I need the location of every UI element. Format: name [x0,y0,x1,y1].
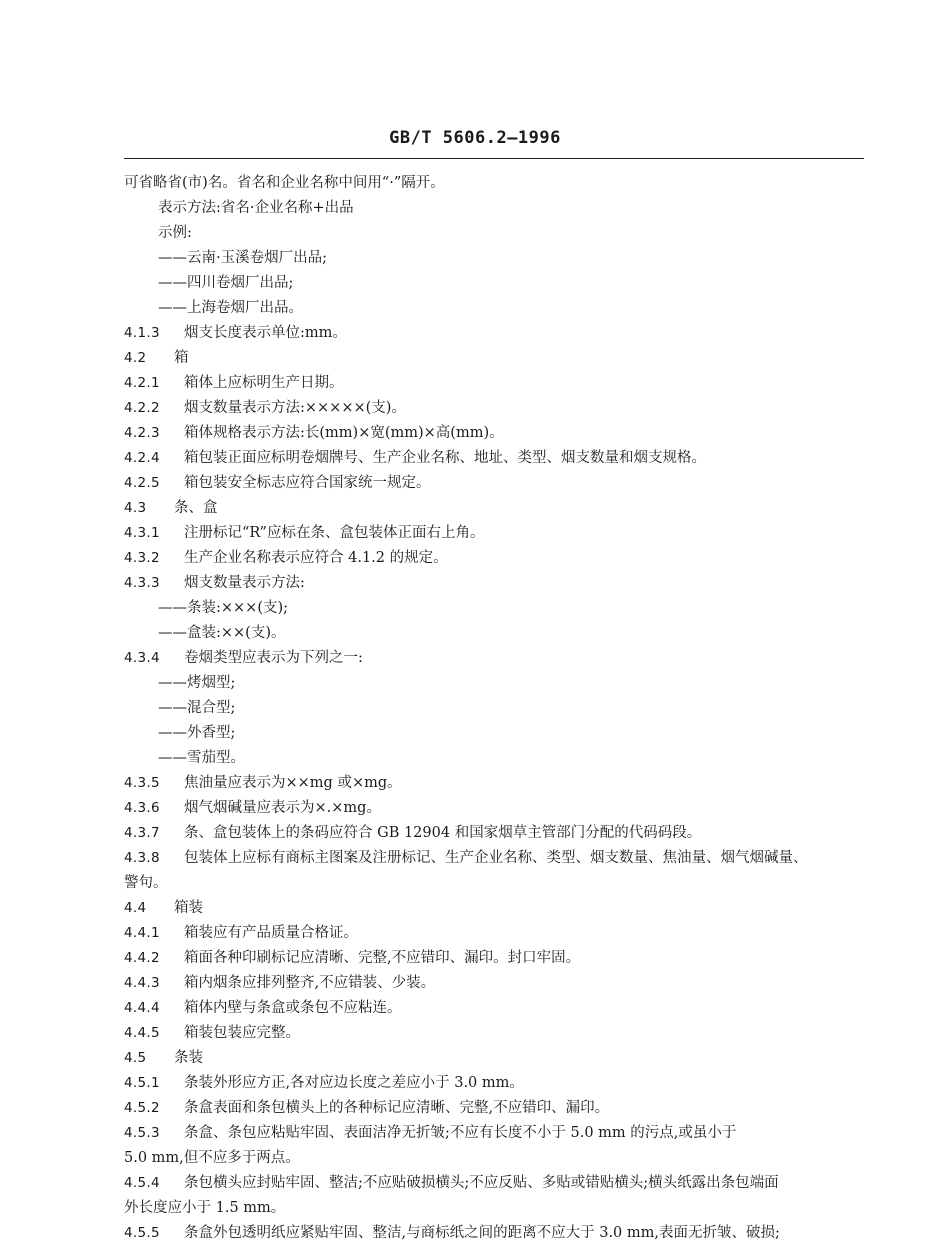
clause-text: 卷烟类型应表示为下列之一: [184,650,363,666]
clause-text: 箱包装正面应标明卷烟牌号、生产企业名称、地址、类型、烟支数量和烟支规格。 [184,450,706,466]
text-line [124,1096,864,1121]
clause-number: 4.5.4 [124,1175,160,1191]
clause-number: 4.3.6 [124,800,160,816]
clause-number: 4.5.3 [124,1125,160,1141]
clause-text: 烟支数量表示方法: [184,575,305,591]
text-line [124,946,864,971]
text-line [124,621,864,646]
clause-text: 箱装 [174,900,203,916]
text-line [124,571,864,596]
text-line [124,396,864,421]
clause-number: 4.4.5 [124,1025,160,1041]
clause-text: 箱面各种印刷标记应清晰、完整,不应错印、漏印。封口牢固。 [184,950,581,966]
clause-text: 条、盒 [174,500,218,516]
text-line [124,196,864,221]
clause-text: 条包横头应封贴牢固、整洁;不应贴破损横头;不应反贴、多贴或错贴横头;横头纸露出条包端面 [184,1175,779,1191]
page-header: GB/T 5606.2—1996 [389,128,561,148]
text-line [124,521,864,546]
text-line [124,1071,864,1096]
clause-text: ——外香型; [158,725,236,741]
clause-number: 4.3.2 [124,550,160,566]
text-line [124,971,864,996]
clause-number: 4.3.8 [124,850,160,866]
text-line [124,1196,864,1221]
clause-text: 5.0 mm,但不应多于两点。 [124,1150,300,1166]
text-line [124,1146,864,1171]
clause-number: 4.2.3 [124,425,160,441]
text-line [124,746,864,771]
clause-text: 条装 [174,1050,203,1066]
text-line [124,421,864,446]
clause-text: ——上海卷烟厂出品。 [158,300,303,316]
clause-text: 箱体内壁与条盒或条包不应粘连。 [184,1000,402,1016]
text-line [124,271,864,296]
text-line [124,646,864,671]
text-line [124,471,864,496]
clause-text: 外长度应小于 1.5 mm。 [124,1200,286,1216]
clause-number: 4.3.1 [124,525,160,541]
text-line [124,321,864,346]
text-line [124,846,864,871]
section-heading [124,496,864,521]
text-line [124,671,864,696]
clause-text: 条盒、条包应粘贴牢固、表面洁净无折皱;不应有长度不小于 5.0 mm 的污点,或虽小于 [184,1125,737,1141]
clause-text: 条盒外包透明纸应紧贴牢固、整洁,与商标纸之间的距离不应大于 3.0 mm,表面无折皱、破损; [184,1225,780,1241]
clause-number: 4.4.3 [124,975,160,991]
text-line [124,596,864,621]
clause-number: 4.5.1 [124,1075,160,1091]
clause-text: 表示方法:省名·企业名称+出品 [158,200,354,216]
clause-number: 4.4 [124,900,147,916]
clause-text: 箱体上应标明生产日期。 [184,375,344,391]
clause-number: 4.1.3 [124,325,160,341]
clause-text: ——云南·玉溪卷烟厂出品; [158,250,327,266]
text-line [124,996,864,1021]
clause-text: 包装体上应标有商标主图案及注册标记、生产企业名称、类型、烟支数量、焦油量、烟气烟碱量、 [184,850,808,866]
clause-text: 条盒表面和条包横头上的各种标记应清晰、完整,不应错印、漏印。 [184,1100,610,1116]
text-line [124,546,864,571]
section-heading [124,896,864,921]
clause-number: 4.4.2 [124,950,160,966]
text-line [124,871,864,896]
document-body [124,171,864,1246]
clause-number: 4.4.4 [124,1000,160,1016]
text-line [124,171,864,196]
text-line [124,221,864,246]
text-line [124,921,864,946]
clause-text: 条、盒包装体上的条码应符合 GB 12904 和国家烟草主管部门分配的代码码段。 [184,825,702,841]
text-line [124,1221,864,1246]
clause-text: 焦油量应表示为××mg 或×mg。 [184,775,402,791]
clause-text: 条装外形应方正,各对应边长度之差应小于 3.0 mm。 [184,1075,524,1091]
clause-text: 生产企业名称表示应符合 4.1.2 的规定。 [184,550,448,566]
clause-text: 箱装包装应完整。 [184,1025,300,1041]
clause-number: 4.3.5 [124,775,160,791]
clause-number: 4.4.1 [124,925,160,941]
clause-text: ——条装:×××(支); [158,600,289,616]
clause-text: 可省略省(市)名。省名和企业名称中间用“·”隔开。 [124,175,445,191]
clause-number: 4.3 [124,500,147,516]
clause-text: ——盒装:××(支)。 [158,625,286,641]
clause-text: ——烤烟型; [158,675,236,691]
text-line [124,796,864,821]
section-heading [124,346,864,371]
text-line [124,446,864,471]
text-line [124,696,864,721]
clause-text: 箱 [174,350,189,366]
clause-text: ——混合型; [158,700,236,716]
clause-text: 箱体规格表示方法:长(mm)×宽(mm)×高(mm)。 [184,425,504,441]
clause-text: 箱内烟条应排列整齐,不应错装、少装。 [184,975,436,991]
header-rule [124,158,864,159]
text-line [124,1171,864,1196]
text-line [124,721,864,746]
clause-text: 烟气烟碱量应表示为×.×mg。 [184,800,381,816]
clause-text: 示例: [158,225,192,241]
clause-number: 4.2.5 [124,475,160,491]
clause-number: 4.2.4 [124,450,160,466]
clause-number: 4.3.7 [124,825,160,841]
text-line [124,296,864,321]
clause-number: 4.5.2 [124,1100,160,1116]
text-line [124,771,864,796]
clause-text: ——雪茄型。 [158,750,245,766]
clause-text: 警句。 [124,875,168,891]
clause-text: 箱包装安全标志应符合国家统一规定。 [184,475,431,491]
clause-number: 4.2.1 [124,375,160,391]
clause-text: 箱装应有产品质量合格证。 [184,925,358,941]
section-heading [124,1046,864,1071]
clause-text: 烟支数量表示方法:×××××(支)。 [184,400,406,416]
text-line [124,1121,864,1146]
clause-number: 4.3.3 [124,575,160,591]
clause-text: 烟支长度表示单位:mm。 [184,325,347,341]
text-line [124,821,864,846]
clause-text: ——四川卷烟厂出品; [158,275,294,291]
clause-text: 注册标记“R”应标在条、盒包装体正面右上角。 [184,525,485,541]
clause-number: 4.2 [124,350,147,366]
clause-number: 4.3.4 [124,650,160,666]
text-line [124,1021,864,1046]
clause-number: 4.2.2 [124,400,160,416]
text-line [124,371,864,396]
clause-number: 4.5.5 [124,1225,160,1241]
clause-number: 4.5 [124,1050,147,1066]
text-line [124,246,864,271]
